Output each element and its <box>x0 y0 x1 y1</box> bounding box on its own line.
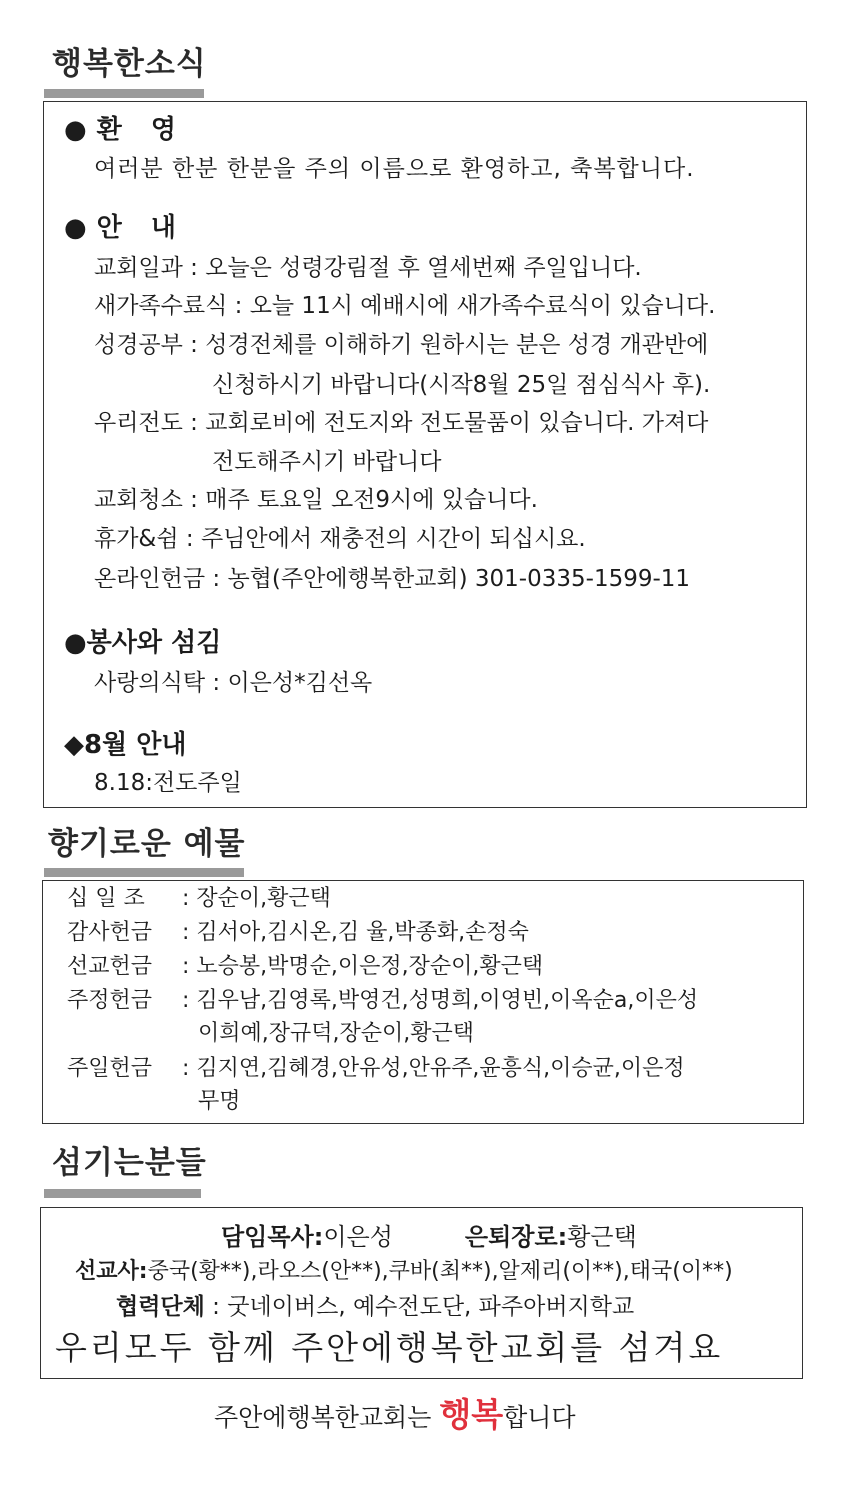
title-underline <box>44 89 204 98</box>
notice-row <box>94 528 586 551</box>
offering-label: 선교헌금 <box>67 954 153 979</box>
pastor-name: 이은성 <box>323 1223 393 1251</box>
august-heading: ◆8월 안내 <box>64 730 187 760</box>
notice-label: 성경공부 <box>94 332 183 358</box>
offering-label: 주정헌금 <box>67 988 153 1013</box>
notice-sep: : <box>178 526 201 552</box>
section-title-offerings: 향기로운 예물 <box>48 826 246 862</box>
offering-sep: : <box>175 886 197 911</box>
welcome-text: 여러분 한분 한분을 주의 이름으로 환영하고, 축복합니다. <box>94 156 695 182</box>
offering-row <box>67 990 698 1012</box>
offering-text: 노승봉,박명순,이은정,장순이,황근택 <box>196 954 544 979</box>
footer-pre: 주안에행복한교회는 <box>214 1403 440 1432</box>
offering-row <box>67 922 529 944</box>
notice-row <box>94 334 708 357</box>
offering-label: 주일헌금 <box>67 1056 153 1081</box>
offering-sep: : <box>175 954 197 979</box>
notice-row <box>94 568 690 591</box>
notices-heading: ●안 내 <box>64 213 186 243</box>
notice-label: 우리전도 <box>94 410 183 436</box>
august-text: 8.18:전도주일 <box>94 770 242 796</box>
notice-text: 농협(주안에행복한교회) 301-0335-1599-11 <box>227 566 691 592</box>
offering-row <box>67 1058 685 1080</box>
pastor-label: 담임목사: <box>221 1223 324 1251</box>
notice-label: 온라인헌금 <box>94 566 206 592</box>
section-title-servants: 섬기는분들 <box>52 1145 207 1181</box>
offering-label: 감사헌금 <box>67 920 153 945</box>
offering-sep: : <box>175 988 197 1013</box>
service-row <box>94 672 372 695</box>
notice-row <box>212 374 710 397</box>
elder-label: 은퇴장로: <box>464 1223 568 1251</box>
offering-text: 이희예,장규덕,장순이,황근택 <box>198 1021 475 1046</box>
service-sep: : <box>205 670 228 696</box>
notice-sep: : <box>205 566 228 592</box>
servants-box <box>40 1207 803 1379</box>
offering-text: 장순이,황근택 <box>196 886 331 911</box>
offering-sep: : <box>175 920 197 945</box>
offering-text: 무명 <box>198 1089 241 1114</box>
title-underline <box>44 1189 201 1198</box>
notice-row <box>94 412 708 435</box>
offering-text: 김지연,김혜경,안유성,안유주,윤흥식,이승균,이은정 <box>196 1056 685 1081</box>
notice-sep: : <box>182 487 206 513</box>
partner-label: 협력단체 <box>116 1294 205 1320</box>
notice-text: 오늘은 성령강림절 후 열세번째 주일입니다. <box>205 255 642 281</box>
service-label: 사랑의식탁 <box>94 670 206 696</box>
notice-label: 휴가&쉼 <box>94 526 179 552</box>
notice-sep: : <box>182 332 206 358</box>
offering-text: 김우남,김영록,박영건,성명희,이영빈,이옥순a,이은성 <box>196 988 699 1013</box>
elder-name: 황근택 <box>567 1223 637 1251</box>
offering-row <box>67 888 331 910</box>
offering-row <box>67 956 543 978</box>
partner-text: : 굿네이버스, 예수전도단, 파주아버지학교 <box>204 1294 635 1320</box>
footer-post: 합니다 <box>503 1403 576 1432</box>
footer <box>214 1395 576 1434</box>
notice-text: 전도해주시기 바랍니다 <box>212 449 442 475</box>
offering-row <box>198 1091 241 1113</box>
notice-label: 교회일과 <box>94 255 183 281</box>
notice-sep: : <box>182 255 206 281</box>
welcome-heading: ●환 영 <box>64 115 186 145</box>
footer-highlight: 행복 <box>439 1395 504 1434</box>
notice-text: 매주 토요일 오전9시에 있습니다. <box>205 487 538 513</box>
notice-row <box>94 489 538 512</box>
notice-text: 교회로비에 전도지와 전도물품이 있습니다. 가져다 <box>205 410 709 436</box>
notice-text: 주님안에서 재충전의 시간이 되십시요. <box>200 526 586 552</box>
notice-label: 교회청소 <box>94 487 183 513</box>
offering-row <box>198 1023 474 1045</box>
missionary-text: 중국(황**),라오스(안**),쿠바(최**),알제리(이**),태국(이**) <box>147 1259 733 1284</box>
notice-sep: : <box>182 410 206 436</box>
notice-sep: : <box>227 293 250 319</box>
offerings-box <box>42 880 804 1124</box>
slogan: 우리모두 함께 주안에행복한교회를 섬겨요 <box>55 1328 724 1367</box>
pastor-row <box>221 1225 637 1249</box>
notice-row <box>212 451 442 474</box>
partner-row <box>116 1296 634 1319</box>
notice-text: 성경전체를 이해하기 원하시는 분은 성경 개관반에 <box>205 332 709 358</box>
offering-label: 십 일 조 <box>67 886 145 911</box>
service-text: 이은성*김선옥 <box>227 670 373 696</box>
news-box <box>43 101 807 808</box>
offering-sep: : <box>175 1056 197 1081</box>
service-heading: ●봉사와 섬김 <box>64 628 222 658</box>
missionary-row <box>75 1261 733 1283</box>
notice-text: 오늘 11시 예배시에 새가족수료식이 있습니다. <box>249 293 716 319</box>
missionary-label: 선교사: <box>75 1259 148 1284</box>
notice-label: 새가족수료식 <box>94 293 228 319</box>
section-title-news: 행복한소식 <box>52 46 207 82</box>
notice-row <box>94 257 642 280</box>
title-underline <box>44 868 244 877</box>
notice-text: 신청하시기 바랍니다(시작8월 25일 점심식사 후). <box>212 372 711 398</box>
offering-text: 김서아,김시온,김 율,박종화,손정숙 <box>196 920 529 945</box>
notice-row <box>94 295 715 318</box>
